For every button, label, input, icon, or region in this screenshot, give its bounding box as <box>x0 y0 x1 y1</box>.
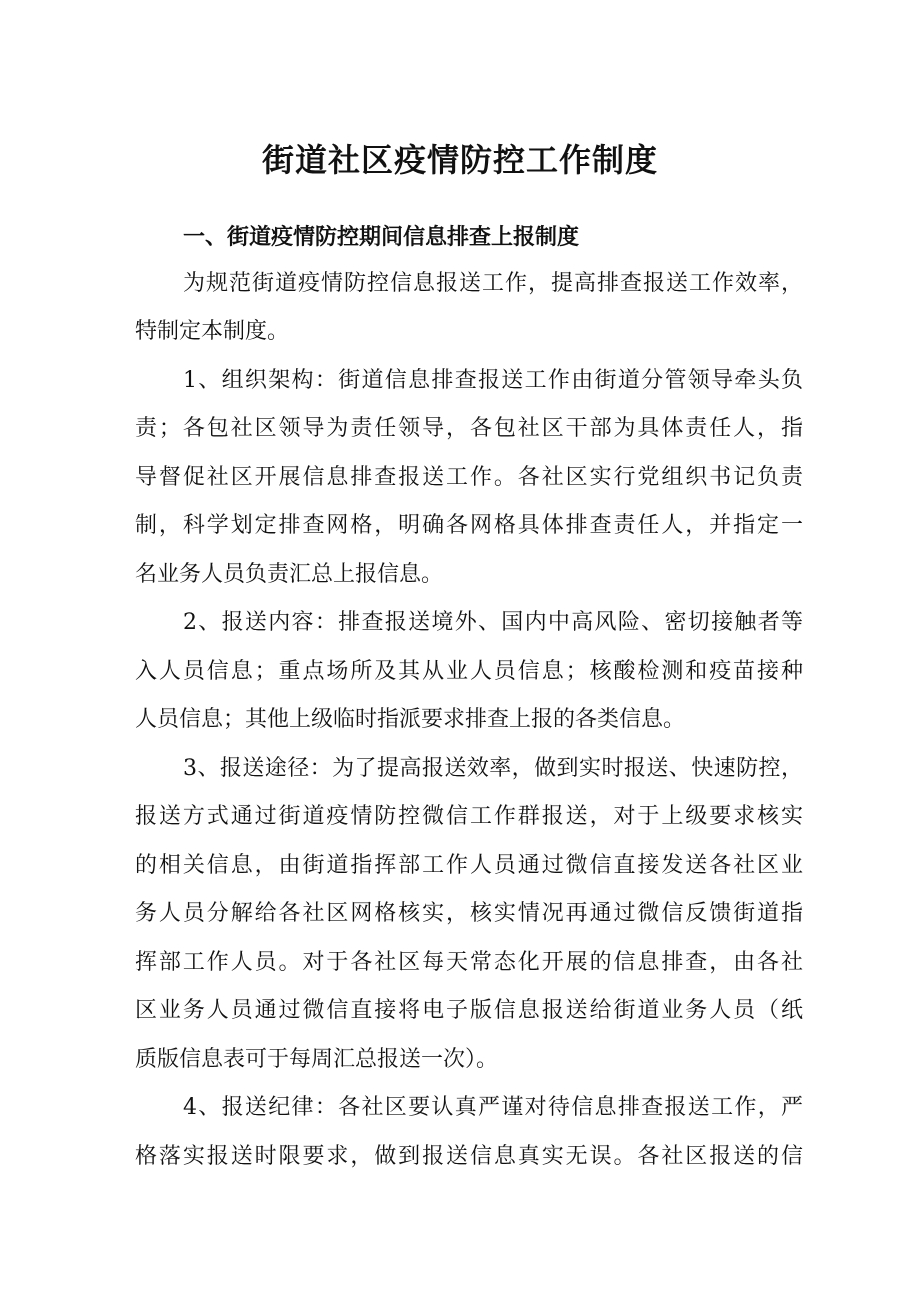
paragraph-line: 务人员分解给各社区网格核实，核实情况再通过微信反馈街道指 <box>135 901 803 926</box>
paragraph-line: 质版信息表可于每周汇总报送一次）。 <box>135 1047 499 1072</box>
paragraph-line: 名业务人员负责汇总上报信息。 <box>135 562 444 587</box>
document-title: 街道社区疫情防控工作制度 <box>261 141 658 179</box>
paragraph-line: 报送方式通过街道疫情防控微信工作群报送，对于上级要求核实 <box>135 804 803 829</box>
paragraph-line: 4、报送纪律：各社区要认真严谨对待信息排查报送工作，严 <box>183 1095 803 1120</box>
paragraph-line: 格落实报送时限要求，做到报送信息真实无误。各社区报送的信 <box>135 1144 803 1169</box>
paragraph-line: 1、组织架构：街道信息排查报送工作由街道分管领导牵头负 <box>183 368 803 393</box>
paragraph-line: 特制定本制度。 <box>135 319 290 344</box>
paragraph-line: 区业务人员通过微信直接将电子版信息报送给街道业务人员（纸 <box>135 998 803 1023</box>
paragraph-line: 为规范街道疫情防控信息报送工作，提高排查报送工作效率， <box>183 271 803 296</box>
paragraph-line: 挥部工作人员。对于各社区每天常态化开展的信息排查，由各社 <box>135 950 803 975</box>
paragraph-line: 3、报送途径：为了提高报送效率，做到实时报送、快速防控， <box>183 756 803 781</box>
paragraph-line: 人员信息；其他上级临时指派要求排查上报的各类信息。 <box>135 707 686 732</box>
paragraph-line: 入人员信息；重点场所及其从业人员信息；核酸检测和疫苗接种 <box>135 659 803 684</box>
paragraph-line: 制，科学划定排查网格，明确各网格具体排查责任人，并指定一 <box>135 513 803 538</box>
section-heading: 一、街道疫情防控期间信息排查上报制度 <box>183 225 580 250</box>
paragraph-line: 导督促社区开展信息排查报送工作。各社区实行党组织书记负责 <box>135 465 803 490</box>
paragraph-line: 的相关信息，由街道指挥部工作人员通过微信直接发送各社区业 <box>135 853 803 878</box>
paragraph-line: 责；各包社区领导为责任领导，各包社区干部为具体责任人，指 <box>135 416 803 441</box>
paragraph-line: 2、报送内容：排查报送境外、国内中高风险、密切接触者等 <box>183 610 803 635</box>
